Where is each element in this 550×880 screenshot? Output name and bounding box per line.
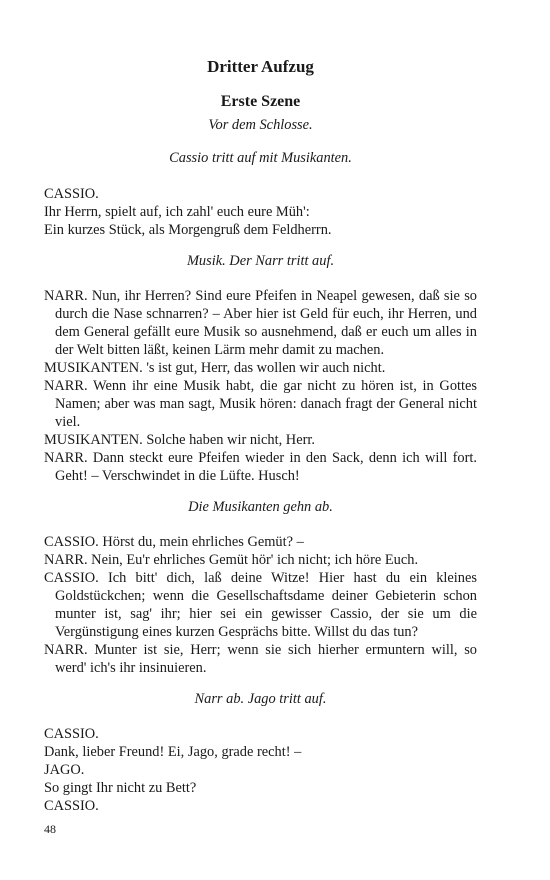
verse-line: Ein kurzes Stück, als Morgengruß dem Feldherrn.	[44, 222, 332, 238]
speaker-name: CASSIO.	[44, 798, 99, 814]
speech: CASSIO. Ich bitt' dich, laß deine Witze! Hier hast du ein kleines Goldstückchen; wenn die Gesellschaftsdame deiner Gebieterin schon munter ist, sag' ihr; hier sei ein gewisser Cassio, der sie um die Vergünstigung eines kurzen Gesprächs bitte. Willst du das tun?	[44, 570, 477, 640]
speech: MUSIKANTEN. 's ist gut, Herr, das wollen wir auch nicht.	[44, 360, 386, 376]
verse-line: So gingt Ihr nicht zu Bett?	[44, 780, 197, 796]
speech: NARR. Dann steckt eure Pfeifen wieder in den Sack, denn ich will fort. Geht! – Verschwindet in die Lüfte. Husch!	[44, 450, 477, 484]
page-number: 48	[44, 822, 56, 836]
speech: NARR. Nein, Eu'r ehrliches Gemüt hör' ich nicht; ich höre Euch.	[44, 552, 419, 568]
speech: NARR. Nun, ihr Herren? Sind eure Pfeifen in Neapel gewesen, daß sie so durch die Nase schnarren? – Aber hier ist Geld für euch, ihr Herren, und dem General gefällt eure Musik so ausnehmend, daß er euch um alles in der Welt bitten läßt, keinen Lärm mehr damit zu machen.	[44, 288, 477, 358]
stage-direction: Cassio tritt auf mit Musikanten.	[169, 150, 352, 166]
speech: MUSIKANTEN. Solche haben wir nicht, Herr.	[44, 432, 315, 448]
act-title: Dritter Aufzug	[207, 57, 314, 76]
speech: CASSIO. Hörst du, mein ehrliches Gemüt? –	[44, 534, 304, 550]
speaker-name: CASSIO.	[44, 726, 99, 742]
dialogue-block	[44, 287, 477, 485]
speaker-name: JAGO.	[44, 762, 85, 778]
verse-line: Ihr Herrn, spielt auf, ich zahl' euch eure Müh':	[44, 204, 310, 220]
page-content	[44, 56, 477, 815]
dialogue-block	[44, 185, 477, 239]
stage-direction: Narr ab. Jago tritt auf.	[194, 691, 327, 707]
stage-direction: Die Musikanten gehn ab.	[188, 499, 333, 515]
stage-direction: Musik. Der Narr tritt auf.	[186, 253, 335, 269]
scene-title: Erste Szene	[220, 93, 301, 110]
verse-line: Dank, lieber Freund! Ei, Jago, grade recht! –	[44, 744, 302, 760]
speaker-name: CASSIO.	[44, 186, 99, 202]
scene-setting: Vor dem Schlosse.	[208, 117, 313, 133]
dialogue-block	[44, 533, 477, 677]
speech: NARR. Munter ist sie, Herr; wenn sie sich hierher ermuntern will, so werd' ich's ihr insinuieren.	[44, 642, 477, 676]
dialogue-block	[44, 725, 477, 815]
speech: NARR. Wenn ihr eine Musik habt, die gar nicht zu hören ist, in Gottes Namen; aber was man sagt, Musik hören: danach fragt der General nicht viel.	[44, 378, 477, 430]
